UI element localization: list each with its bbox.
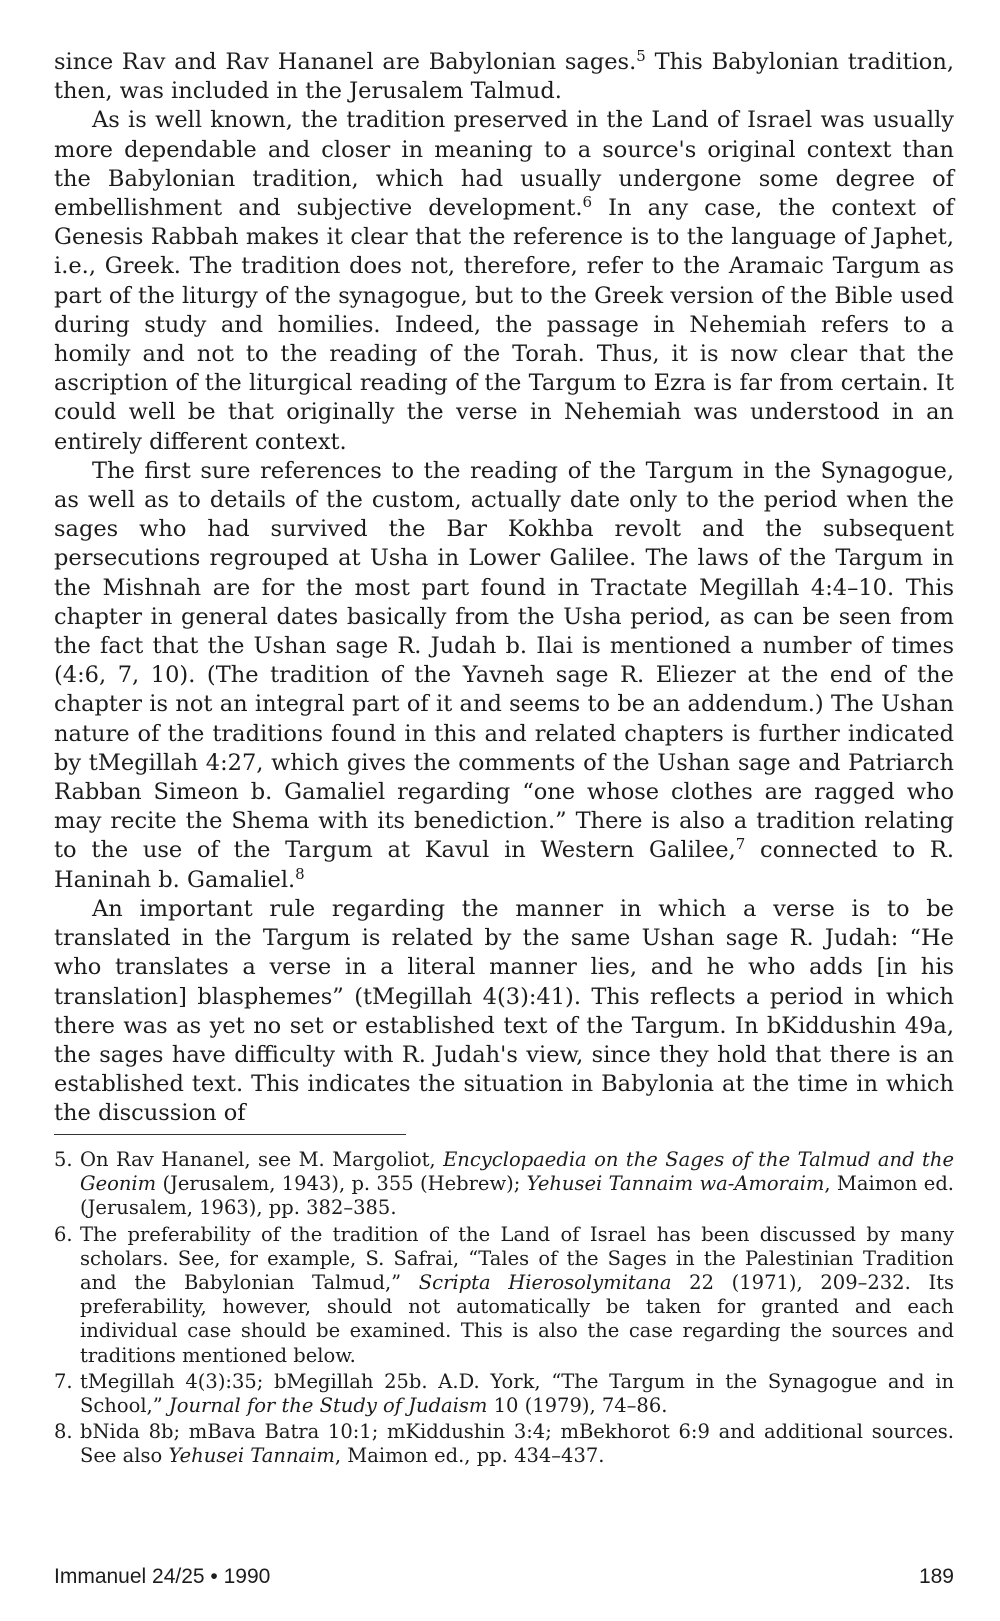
page-number: 189 (918, 1565, 954, 1588)
footnote-number: 8. (54, 1420, 73, 1444)
footnote-7: 7. tMegillah 4(3):35; bMegillah 25b. A.D. York, “The Targum in the Synagogue and in School,” Journal for the Study of Judaism 10 (1979), 74–86. (54, 1369, 954, 1418)
paragraph-1: since Rav and Rav Hananel are Babylonian sages.$^5$ This Babylonian tradition, then, was included in the Jerusalem Talmud. (54, 47, 954, 105)
footnote-divider (54, 1134, 406, 1135)
footnote-8: 8. bNida 8b; mBava Batra 10:1; mKiddushin 3:4; mBekhorot 6:9 and additional sources. See also Yehusei Tannaim, Maimon ed., pp. 434–437. (54, 1420, 954, 1468)
footnote-number: 6. (54, 1222, 73, 1246)
paragraph-2: As is well known, the tradition preserved in the Land of Israel was usually more dependable and closer in meaning to a source's original context than the Babylonian tradition, which had usually undergone some degree of embellishment and subjective development.$^6$ In any case, the context of Genesis Rabbah makes it clear that the reference is to the language of Japhet, i.e., Greek. The tradition does not, therefore, refer to the Aramaic Targum as part of the liturgy of the synagogue, but to the Greek version of the Bible used during study and homilies. Indeed, the passage in Nehemiah refers to a homily and not to the reading of the Torah. Thus, it is now clear that the ascription of the liturgical reading of the Targum to Ezra is far from certain. It could well be that originally the verse in Nehemiah was understood in an entirely different context. (54, 107, 954, 455)
footnote-number: 5. (54, 1148, 73, 1171)
journal-citation: Immanuel 24/25 • 1990 (54, 1565, 271, 1588)
main-text (54, 48, 954, 1129)
footnote-5: 5. On Rav Hananel, see M. Margoliot, Encyclopaedia on the Sages of the Talmud and the Geonim (Jerusalem, 1943), p. 355 (Hebrew); Yehusei Tannaim wa-Amoraim, Maimon ed. (Jerusalem, 1963), pp. 382–385. (54, 1148, 955, 1220)
paragraph-4: An important rule regarding the manner in which a verse is to be translated in the Targum is related by the same Ushan sage R. Judah: “He who translates a verse in a literal manner lies, and he who adds [in his translation] blasphemes” (tMegillah 4(3):41). This reflects a period in which there was as yet no set or established text of the Targum. In bKiddushin 49a, the sages have difficulty with R. Judah's view, since they hold that there is an established text. This indicates the situation in Babylonia at the time in which the discussion of (54, 895, 954, 1127)
footnote-ref-5[interactable]: 5 (636, 47, 646, 65)
footnote-ref-7[interactable]: 7 (735, 835, 746, 854)
footnote-number: 7. (54, 1369, 73, 1393)
footnote-6: 6. The preferability of the tradition of the Land of Israel has been discussed by many scholars. See, for example, S. Safrai, “Tales of the Sages in the Palestinian Tradition and the Babylonian Talmud,” Scripta Hierosolymitana 22 (1971), 209–232. Its preferability, however, should not automatically be taken for granted and each individual case should be examined. This is also the case regarding the sources and traditions mentioned below. (54, 1222, 954, 1367)
footnotes (54, 1148, 954, 1471)
footnote-ref-6[interactable]: 6 (582, 193, 593, 212)
footnote-ref-8[interactable]: 8 (295, 864, 305, 883)
paragraph-3: The first sure references to the reading of the Targum in the Synagogue, as well as to details of the custom, actually date only to the period when the sages who had survived the Bar Kokhba revolt and the subsequent persecutions regrouped at Usha in Lower Galilee. The laws of the Targum in the Mishnah are for the most part found in Tractate Megillah 4:4–10. This chapter in general dates basically from the Usha period, as can be seen from the fact that the Ushan sage R. Judah b. Ilai is mentioned a number of times (4:6, 7, 10). (The tradition of the Yavneh sage R. Eliezer at the end of the chapter is not an integral part of it and seems to be an addendum.) The Ushan nature of the traditions found in this and related chapters is further indicated by tMegillah 4:27, which gives the comments of the Ushan sage and Patriarch Rabban Simeon b. Gamaliel regarding “one whose clothes are ragged who may recite the Shema with its benediction.” There is also a tradition relating to the use of the Targum at Kavul in Western Galilee,$^7$ connected to R. Haninah b. Gamaliel.$^8$ (54, 457, 954, 893)
